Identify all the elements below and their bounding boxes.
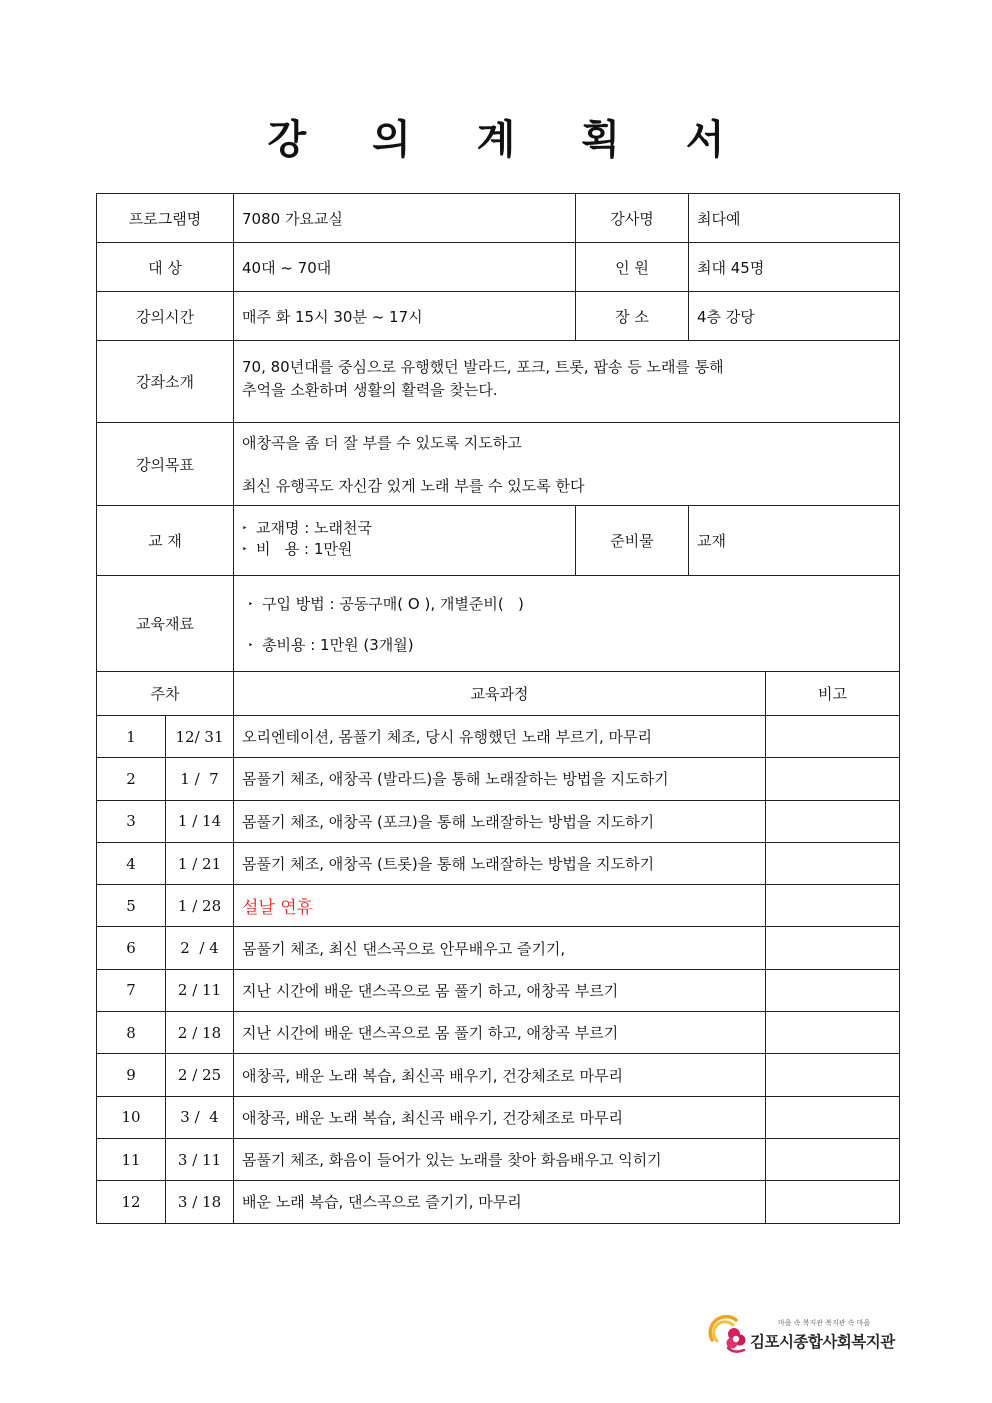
- intro-line-1: 70, 80년대를 중심으로 유행했던 발라드, 포크, 트롯, 팝송 등 노래를 통해: [242, 357, 724, 376]
- info-row-material: [97, 576, 900, 672]
- session-content: 애창곡, 배운 노래 복습, 최신곡 배우기, 건강체조로 마무리: [234, 1096, 766, 1138]
- textbook-cost: 비 용 : 1만원: [256, 539, 353, 558]
- session-note: [766, 1181, 900, 1223]
- time-value: 매주 화 15시 30분 ~ 17시: [234, 292, 576, 341]
- week-number: 6: [97, 927, 166, 969]
- material-purchase: 구입 방법 : 공동구매( O ), 개별준비( ): [262, 594, 524, 613]
- session-content: [234, 885, 766, 927]
- session-date: 2 / 25: [166, 1054, 234, 1096]
- schedule-row: [97, 716, 900, 758]
- week-number: 9: [97, 1054, 166, 1096]
- place-value: 4층 강당: [689, 292, 900, 341]
- schedule-row: [97, 969, 900, 1011]
- schedule-table: [96, 671, 900, 1224]
- material-value: [234, 576, 900, 672]
- program-value: 7080 가요교실: [234, 194, 576, 243]
- session-content: 몸풀기 체조, 애창곡 (포크)을 통해 노래잘하는 방법을 지도하기: [234, 800, 766, 842]
- info-row-goal: [97, 423, 900, 506]
- info-row-textbook: [97, 506, 900, 576]
- week-number: 1: [97, 716, 166, 758]
- textbook-name: 교재명 : 노래천국: [256, 518, 373, 537]
- header-week: 주차: [97, 672, 234, 716]
- material-label: 교육재료: [97, 576, 234, 672]
- intro-value: [234, 341, 900, 423]
- session-content: 배운 노래 복습, 댄스곡으로 즐기기, 마무리: [234, 1181, 766, 1223]
- session-content: 오리엔테이션, 몸풀기 체조, 당시 유행했던 노래 부르기, 마무리: [234, 716, 766, 758]
- program-label: 프로그램명: [97, 194, 234, 243]
- session-date: 3 / 18: [166, 1181, 234, 1223]
- session-content: 몸풀기 체조, 최신 댄스곡으로 안무배우고 즐기기,: [234, 927, 766, 969]
- session-date: 2 / 18: [166, 1012, 234, 1054]
- place-label: 장 소: [576, 292, 689, 341]
- capacity-value: 최대 45명: [689, 243, 900, 292]
- target-label: 대 상: [97, 243, 234, 292]
- schedule-row: [97, 885, 900, 927]
- info-row-time: [97, 292, 900, 341]
- schedule-row: [97, 1096, 900, 1138]
- document-title: 강 의 계 획 서: [267, 116, 751, 163]
- header-course: 교육과정: [234, 672, 766, 716]
- bullet-icon: ‣: [242, 544, 248, 555]
- session-note: [766, 1012, 900, 1054]
- goal-label: 강의목표: [97, 423, 234, 506]
- session-content: 몸풀기 체조, 화음이 들어가 있는 노래를 찾아 화음배우고 익히기: [234, 1138, 766, 1180]
- session-note: [766, 716, 900, 758]
- week-number: 5: [97, 885, 166, 927]
- goal-line-2: 최신 유행곡도 자신감 있게 노래 부를 수 있도록 한다: [242, 477, 585, 495]
- session-content: 지난 시간에 배운 댄스곡으로 몸 풀기 하고, 애창곡 부르기: [234, 1012, 766, 1054]
- goal-line-1: 애창곡을 좀 더 잘 부를 수 있도록 지도하고: [242, 434, 522, 452]
- week-number: 3: [97, 800, 166, 842]
- target-value: 40대 ~ 70대: [234, 243, 576, 292]
- session-content: 몸풀기 체조, 애창곡 (발라드)을 통해 노래잘하는 방법을 지도하기: [234, 758, 766, 800]
- header-note: 비고: [766, 672, 900, 716]
- course-info-table: [96, 193, 900, 672]
- schedule-row: [97, 800, 900, 842]
- schedule-row: [97, 758, 900, 800]
- session-date: 3 / 4: [166, 1096, 234, 1138]
- textbook-value: [234, 506, 576, 576]
- session-note: [766, 927, 900, 969]
- session-note: [766, 969, 900, 1011]
- schedule-row: [97, 1181, 900, 1223]
- week-number: 8: [97, 1012, 166, 1054]
- schedule-header-row: [97, 672, 900, 716]
- schedule-row: [97, 927, 900, 969]
- session-date: 12/ 31: [166, 716, 234, 758]
- instructor-value: 최다예: [689, 194, 900, 243]
- schedule-row: [97, 1054, 900, 1096]
- intro-line-2: 추억을 소환하며 생활의 활력을 찾는다.: [242, 380, 498, 399]
- week-number: 4: [97, 842, 166, 884]
- capacity-label: 인 원: [576, 243, 689, 292]
- session-content: 몸풀기 체조, 애창곡 (트롯)을 통해 노래잘하는 방법을 지도하기: [234, 842, 766, 884]
- bullet-icon: ‣: [248, 640, 254, 651]
- session-content: 애창곡, 배운 노래 복습, 최신곡 배우기, 건강체조로 마무리: [234, 1054, 766, 1096]
- info-row-program: [97, 194, 900, 243]
- info-row-target: [97, 243, 900, 292]
- week-number: 7: [97, 969, 166, 1011]
- instructor-label: 강사명: [576, 194, 689, 243]
- material-total: 총비용 : 1만원 (3개월): [262, 635, 414, 654]
- holiday-notice: 설날 연휴: [242, 898, 314, 919]
- bullet-icon: ‣: [248, 599, 254, 610]
- info-row-intro: [97, 341, 900, 423]
- time-label: 강의시간: [97, 292, 234, 341]
- welfare-center-logo-icon: [706, 1312, 750, 1356]
- textbook-label: 교 재: [97, 506, 234, 576]
- session-note: [766, 885, 900, 927]
- session-date: 1 / 28: [166, 885, 234, 927]
- session-note: [766, 1096, 900, 1138]
- intro-label: 강좌소개: [97, 341, 234, 423]
- session-date: 2 / 11: [166, 969, 234, 1011]
- schedule-row: [97, 842, 900, 884]
- prep-label: 준비물: [576, 506, 689, 576]
- session-date: 1 / 21: [166, 842, 234, 884]
- logo-name: 김포시종합사회복지관: [750, 1333, 895, 1351]
- session-note: [766, 1138, 900, 1180]
- week-number: 11: [97, 1138, 166, 1180]
- prep-value: 교재: [689, 506, 900, 576]
- schedule-row: [97, 1138, 900, 1180]
- bullet-icon: ‣: [242, 523, 248, 534]
- logo-tagline: 마을 속 복지관 복지관 속 마을: [778, 1319, 871, 1327]
- session-date: 3 / 11: [166, 1138, 234, 1180]
- week-number: 12: [97, 1181, 166, 1223]
- session-date: 2 / 4: [166, 927, 234, 969]
- welfare-center-logo: [706, 1310, 906, 1360]
- goal-value: [234, 423, 900, 506]
- session-content: 지난 시간에 배운 댄스곡으로 몸 풀기 하고, 애창곡 부르기: [234, 969, 766, 1011]
- session-date: 1 / 14: [166, 800, 234, 842]
- schedule-row: [97, 1012, 900, 1054]
- session-note: [766, 758, 900, 800]
- session-note: [766, 1054, 900, 1096]
- session-note: [766, 800, 900, 842]
- session-date: 1 / 7: [166, 758, 234, 800]
- session-note: [766, 842, 900, 884]
- week-number: 2: [97, 758, 166, 800]
- week-number: 10: [97, 1096, 166, 1138]
